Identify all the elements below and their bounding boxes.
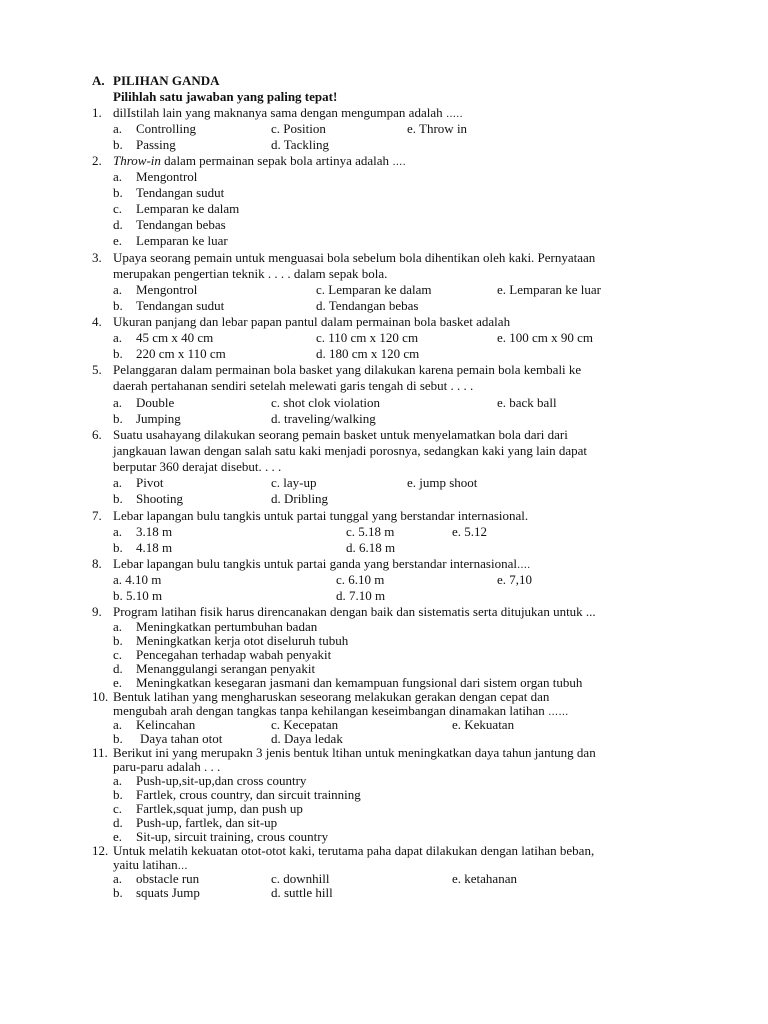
option-text: squats Jump: [136, 885, 200, 900]
option-label: a.: [113, 773, 123, 788]
option-text: d. Tendangan bebas: [316, 298, 419, 313]
option-label: a.: [113, 121, 123, 136]
question-text: berputar 360 derajat disebut. . . .: [113, 459, 282, 474]
option-label: a.: [113, 619, 123, 634]
option-text: b. 5.10 m: [113, 588, 163, 603]
option-text: Meningkatkan kerja otot diseluruh tubuh: [136, 633, 349, 648]
question-number: 2.: [92, 153, 102, 168]
option-text: Menanggulangi serangan penyakit: [136, 661, 316, 676]
question-text: paru-paru adalah . . .: [113, 759, 221, 774]
option-label: b.: [113, 633, 123, 648]
question-text: Ukuran panjang dan lebar papan pantul dalam permainan bola basket adalah: [113, 314, 511, 329]
question-text: merupakan pengertian teknik . . . . dalam sepak bola.: [113, 266, 388, 281]
option-text: c. 110 cm x 120 cm: [316, 330, 419, 345]
option-text: e. jump shoot: [407, 475, 478, 490]
question-text: Bentuk latihan yang mengharuskan seseorang melakukan gerakan dengan cepat dan: [113, 689, 550, 704]
question-number: 10.: [92, 689, 109, 704]
question-text: Program latihan fisik harus direncanakan dengan baik dan sistematis serta ditujukan untuk ...: [113, 604, 596, 619]
option-label: a.: [113, 169, 123, 184]
option-text: Tendangan sudut: [136, 298, 225, 313]
question-number: 1.: [92, 105, 102, 120]
question-text: Upaya seorang pemain untuk menguasai bola sebelum bola dihentikan oleh kaki. Pernyataan: [113, 250, 596, 265]
option-label: a.: [113, 395, 123, 410]
option-text: c. shot clok violation: [271, 395, 381, 410]
question-text: mengubah arah dengan tangkas tanpa kehilangan keseimbangan dinamakan latihan ……: [113, 703, 569, 718]
option-text: Jumping: [136, 411, 181, 426]
question-text: Berikut ini yang merupakn 3 jenis bentuk ltihan untuk meningkatkan daya tahun jantung dan: [113, 745, 596, 760]
option-text: Passing: [136, 137, 176, 152]
option-text: 4.18 m: [136, 540, 173, 555]
option-text: d. suttle hill: [271, 885, 333, 900]
option-label: e.: [113, 829, 123, 844]
option-label: a.: [113, 717, 123, 732]
option-text: Double: [136, 395, 175, 410]
option-text: Lemparan ke luar: [136, 233, 228, 248]
option-label: b.: [113, 885, 123, 900]
option-text: Controlling: [136, 121, 196, 136]
option-text: c. downhill: [271, 871, 330, 886]
option-text: c. Kecepatan: [271, 717, 339, 732]
question-text: Lebar lapangan bulu tangkis untuk partai ganda yang berstandar internasional….: [113, 556, 531, 571]
question-text: Pelanggaran dalam permainan bola basket yang dilakukan karena pemain bola kembali ke: [113, 362, 582, 377]
question-number: 5.: [92, 362, 102, 377]
option-text: c. Position: [271, 121, 326, 136]
option-label: d.: [113, 217, 123, 232]
option-label: b.: [113, 731, 123, 746]
option-text: e. back ball: [497, 395, 557, 410]
option-text: Shooting: [136, 491, 183, 506]
option-text: Fartlek,squat jump, dan push up: [136, 801, 303, 816]
option-label: b.: [113, 411, 123, 426]
option-label: a.: [113, 871, 123, 886]
section-title: PILIHAN GANDA: [113, 73, 220, 88]
question-text: Suatu usahayang dilakukan seorang pemain basket untuk menyelamatkan bola dari dari: [113, 427, 568, 442]
question-text: Lebar lapangan bulu tangkis untuk partai tunggal yang berstandar internasional.: [113, 508, 529, 523]
option-text: Daya tahan otot: [140, 731, 223, 746]
option-label: b.: [113, 491, 123, 506]
question-text: yaitu latihan…: [113, 857, 188, 872]
option-label: b.: [113, 787, 123, 802]
option-label: a.: [113, 524, 123, 539]
option-text: Push-up,sit-up,dan cross country: [136, 773, 307, 788]
option-label: b.: [113, 540, 123, 555]
option-text: d. traveling/walking: [271, 411, 376, 426]
option-text: e. 5.12: [452, 524, 488, 539]
option-text: c. Lemparan ke dalam: [316, 282, 432, 297]
question-number: 4.: [92, 314, 102, 329]
question-text: jangkauan lawan dengan salah satu kaki menjadi porosnya, sedangkan kaki yang lain dapat: [113, 443, 587, 458]
option-label: b.: [113, 346, 123, 361]
question-text: Throw-in dalam permainan sepak bola artinya adalah ….: [113, 153, 407, 168]
option-label: e.: [113, 675, 123, 690]
question-number: 8.: [92, 556, 102, 571]
option-text: Kelincahan: [136, 717, 196, 732]
option-label: b.: [113, 298, 123, 313]
option-text: c. 6.10 m: [336, 572, 385, 587]
option-text: d. 6.18 m: [346, 540, 396, 555]
option-text: Pencegahan terhadap wabah penyakit: [136, 647, 332, 662]
option-text: Lemparan ke dalam: [136, 201, 240, 216]
section-marker: A.: [92, 73, 105, 88]
option-text: c. 5.18 m: [346, 524, 395, 539]
option-text: Tendangan bebas: [136, 217, 226, 232]
option-text: e. 100 cm x 90 cm: [497, 330, 594, 345]
option-text: d. Dribling: [271, 491, 329, 506]
option-text: d. 7.10 m: [336, 588, 386, 603]
question-number: 9.: [92, 604, 102, 619]
option-text: Fartlek, crous country, dan sircuit trainning: [136, 787, 361, 802]
option-text: e. ketahanan: [452, 871, 517, 886]
option-label: d.: [113, 815, 123, 830]
option-text: 220 cm x 110 cm: [136, 346, 226, 361]
option-label: b.: [113, 137, 123, 152]
option-text: e. Kekuatan: [452, 717, 515, 732]
option-text: c. lay-up: [271, 475, 317, 490]
option-text: d. 180 cm x 120 cm: [316, 346, 420, 361]
option-text: Push-up, fartlek, dan sit-up: [136, 815, 278, 830]
option-text: Mengontrol: [136, 169, 198, 184]
option-text: Pivot: [136, 475, 164, 490]
option-text: e. 7,10: [497, 572, 533, 587]
option-text: Meningkatkan pertumbuhan badan: [136, 619, 318, 634]
option-text: a. 4.10 m: [113, 572, 162, 587]
option-text: 3.18 m: [136, 524, 173, 539]
option-text: Mengontrol: [136, 282, 198, 297]
option-label: d.: [113, 661, 123, 676]
option-label: b.: [113, 185, 123, 200]
question-text: dilIstilah lain yang maknanya sama dengan mengumpan adalah …..: [113, 105, 463, 120]
option-text: e. Throw in: [407, 121, 468, 136]
question-text: Untuk melatih kekuatan otot-otot kaki, terutama paha dapat dilakukan dengan latihan beban,: [113, 843, 595, 858]
option-text: e. Lemparan ke luar: [497, 282, 601, 297]
option-label: a.: [113, 282, 123, 297]
question-number: 3.: [92, 250, 102, 265]
option-label: a.: [113, 330, 123, 345]
option-label: c.: [113, 647, 123, 662]
option-label: c.: [113, 201, 123, 216]
question-text: daerah pertahanan sendiri setelah melewati garis tengah di sebut . . . .: [113, 378, 474, 393]
question-number: 6.: [92, 427, 102, 442]
option-text: Tendangan sudut: [136, 185, 225, 200]
option-text: obstacle run: [136, 871, 200, 886]
option-label: e.: [113, 233, 123, 248]
section-instruction: Pilihlah satu jawaban yang paling tepat!: [113, 89, 338, 104]
question-number: 12.: [92, 843, 109, 858]
option-label: a.: [113, 475, 123, 490]
option-label: c.: [113, 801, 123, 816]
question-number: 11.: [92, 745, 108, 760]
option-text: d. Daya ledak: [271, 731, 343, 746]
option-text: 45 cm x 40 cm: [136, 330, 214, 345]
option-text: d. Tackling: [271, 137, 330, 152]
option-text: Meningkatkan kesegaran jasmani dan kemampuan fungsional dari sistem organ tubuh: [136, 675, 583, 690]
question-number: 7.: [92, 508, 102, 523]
option-text: Sit-up, sircuit training, crous country: [136, 829, 329, 844]
